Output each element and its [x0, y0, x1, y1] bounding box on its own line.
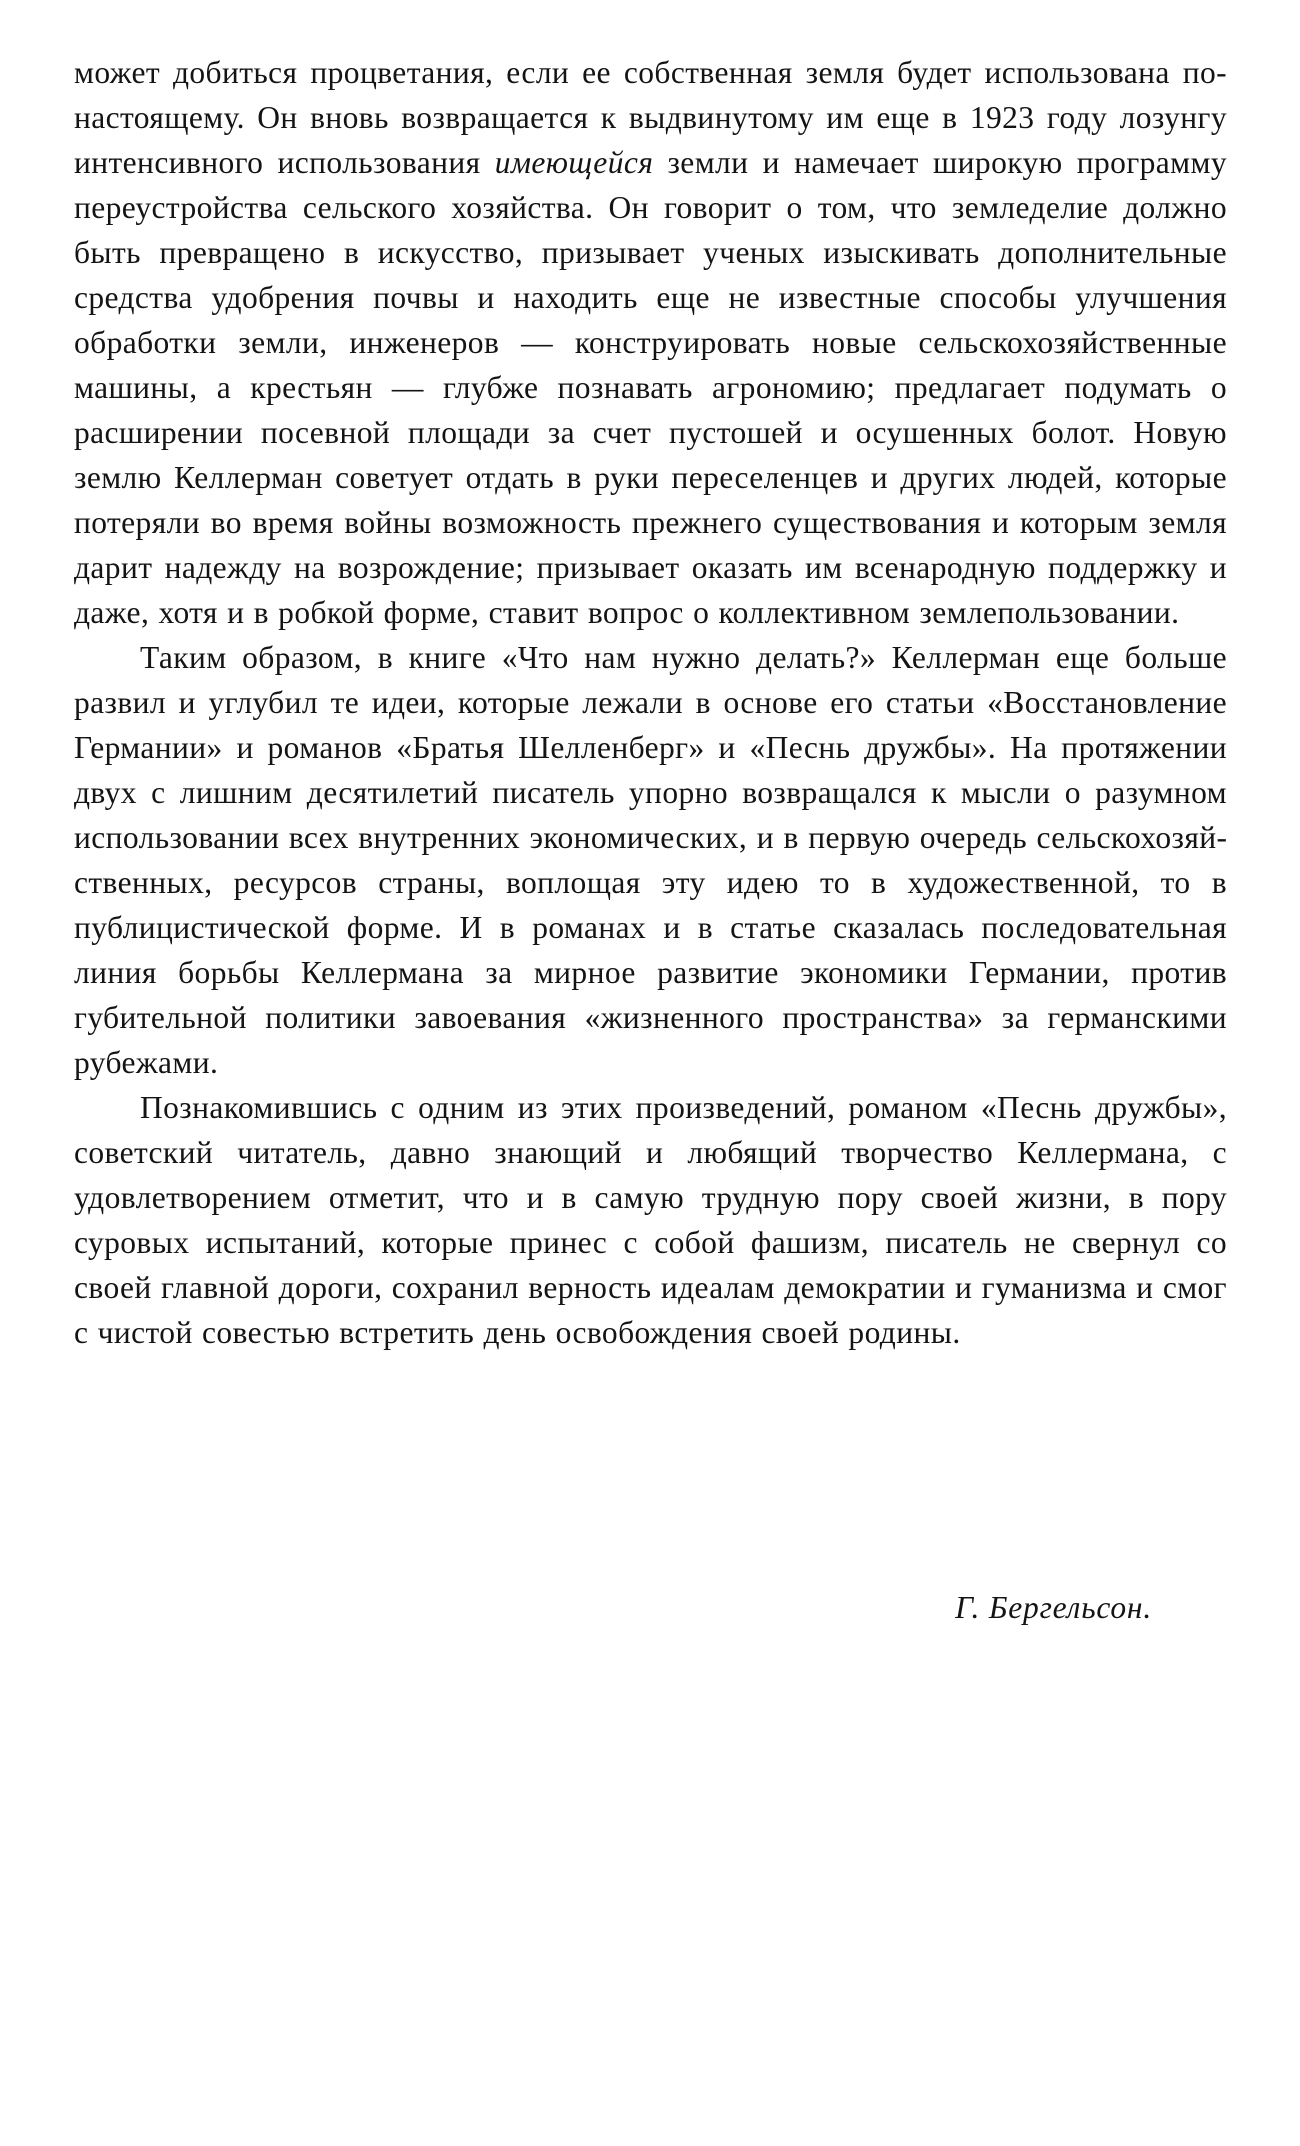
paragraph-1-part-1: может добиться процветания, если ее собственная земля будет использована по-настоящему. Он вновь возвращается к выдвинутому им еще в 1923 году лозунгу интенсивного использования: [74, 55, 1227, 180]
author-signature: Г. Бергельсон.: [955, 1590, 1152, 1625]
paragraph-1-italic-word: имеющейся: [494, 145, 654, 180]
paragraph-3: [74, 1085, 1227, 1355]
paragraph-1-part-3: земли и намечает широкую программу переустройства сельского хозяйства. Он говорит о том, что земледелие должно быть превращено в искусство, призывает ученых изыскивать дополнительные средства удобрения почвы и находить еще не известные способы улучшения обработки земли, инженеров — конструировать новые сельскохозяйственные машины, а крестьян — глубже познавать агрономию; предлагает подумать о расширении посевной площади за счет пустошей и осушенных болот. Новую землю Келлерман советует отдать в руки переселенцев и других людей, которые потеряли во время войны возможность прежнего существования и которым земля дарит надежду на возрождение; призывает оказать им всенародную поддержку и даже, хотя и в робкой форме, ставит вопрос о коллективном землепользовании.: [74, 145, 1227, 630]
paragraph-2-text: Таким образом, в книге «Что нам нужно делать?» Келлерман еще больше развил и углубил те идеи, которые лежали в основе его статьи «Восстановление Германии» и романов «Братья Шелленберг» и «Песнь дружбы». На протяжении двух с лишним десятилетий писатель упорно возвращался к мысли о разумном использовании всех внутренних экономических, и в первую очередь сельскохозяйственных, ресурсов страны, воплощая эту идею то в художественной, то в публицистической форме. И в романах и в статье сказалась последовательная линия борьбы Келлермана за мирное развитие экономики Германии, против губительной политики завоевания «жизненного пространства» за германскими рубежами.: [74, 640, 1227, 1080]
paragraph-2: [74, 635, 1227, 1085]
paragraph-3-text: Познакомившись с одним из этих произведений, романом «Песнь дружбы», советский читатель, давно знающий и любящий творчество Келлермана, с удовлетворением отметит, что и в самую трудную пору своей жизни, в пору суровых испытаний, которые принес с собой фашизм, писатель не свернул со своей главной дороги, сохранил верность идеалам демократии и гуманизма и смог с чистой совестью встретить день освобождения своей родины.: [74, 1090, 1227, 1350]
paragraph-1: [74, 50, 1227, 635]
body-text: [74, 50, 1227, 1355]
